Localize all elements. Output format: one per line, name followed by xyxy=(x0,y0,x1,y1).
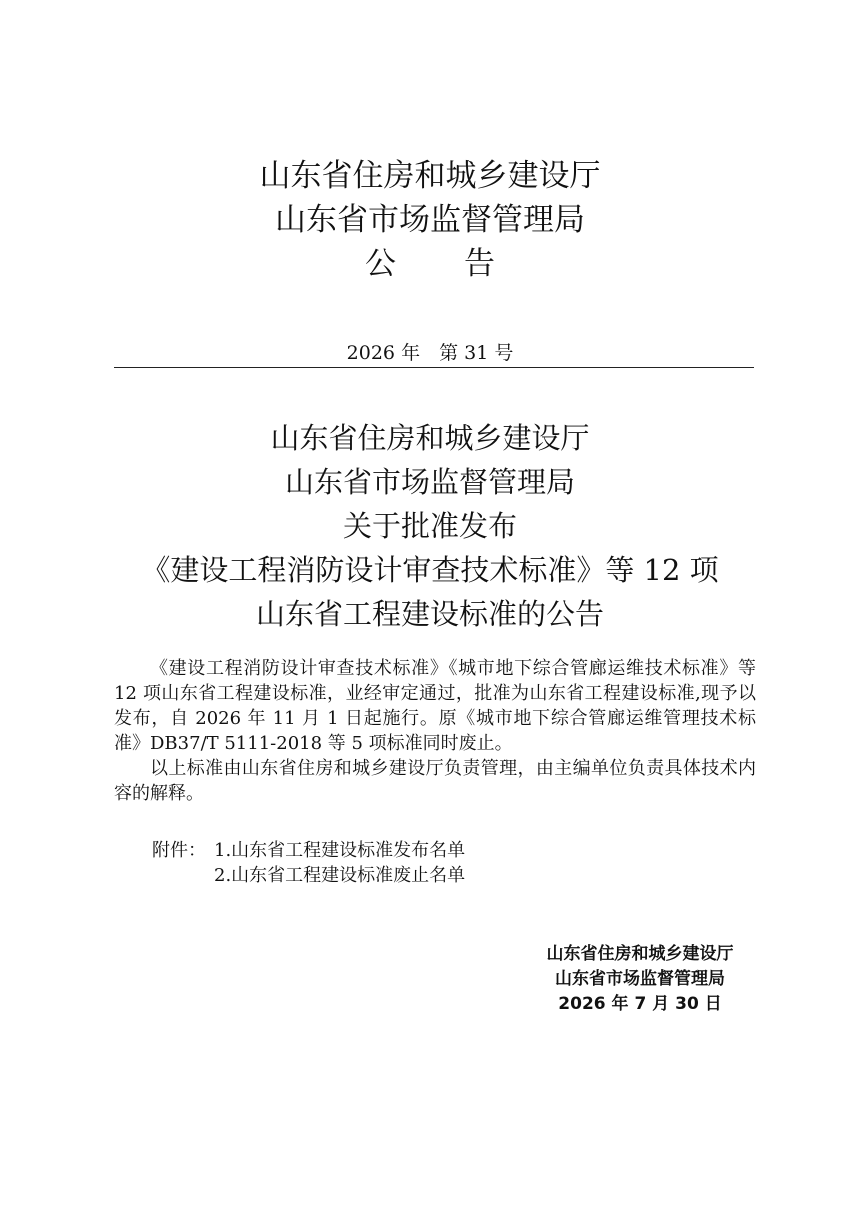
signature-date: 2026 年 7 月 30 日 xyxy=(558,994,722,1014)
notice-heading: 公告 xyxy=(365,246,563,282)
header-divider xyxy=(114,367,754,368)
signature-block xyxy=(520,942,760,1017)
issuer-name-housing-department: 山东省住房和城乡建设厅 xyxy=(259,158,601,194)
title-line-3: 关于批准发布 xyxy=(342,509,517,543)
title-line-4: 《建设工程消防设计审查技术标准》等 12 项 xyxy=(141,553,719,587)
signature-org-1: 山东省住房和城乡建设厅 xyxy=(546,944,734,964)
document-number: 2026 年 第 31 号 xyxy=(346,342,514,364)
title-line-2: 山东省市场监督管理局 xyxy=(284,465,575,499)
attachments-label: 附件： xyxy=(152,840,206,861)
attachment-item-2 xyxy=(152,863,752,888)
issuer-name-market-regulation-bureau: 山东省市场监督管理局 xyxy=(275,202,585,238)
signature-org-2: 山东省市场监督管理局 xyxy=(555,969,725,989)
title-line-5: 山东省工程建设标准的公告 xyxy=(255,597,604,631)
attachment-text-1: 1.山东省工程建设标准发布名单 xyxy=(214,840,466,861)
title-line-1: 山东省住房和城乡建设厅 xyxy=(270,421,590,455)
body-paragraph-1: 《建设工程消防设计审查技术标准》《城市地下综合管廊运维技术标准》等 12 项山东省工程建设标准，业经审定通过，批准为山东省工程建设标准,现予以发布，自 2026 年 11 月 1 日起施行。原《城市地下综合管廊运维管理技术标准》DB37/T 5111-2018 等 5 项标准同时废止。 xyxy=(114,658,756,754)
body-text xyxy=(114,656,756,806)
body-paragraph-2: 以上标准由山东省住房和城乡建设厅负责管理，由主编单位负责具体技术内容的解释。 xyxy=(114,758,756,804)
attachment-item-1 xyxy=(152,838,752,863)
attachments-list xyxy=(152,838,752,888)
attachment-text-2: 2.山东省工程建设标准废止名单 xyxy=(214,865,466,886)
